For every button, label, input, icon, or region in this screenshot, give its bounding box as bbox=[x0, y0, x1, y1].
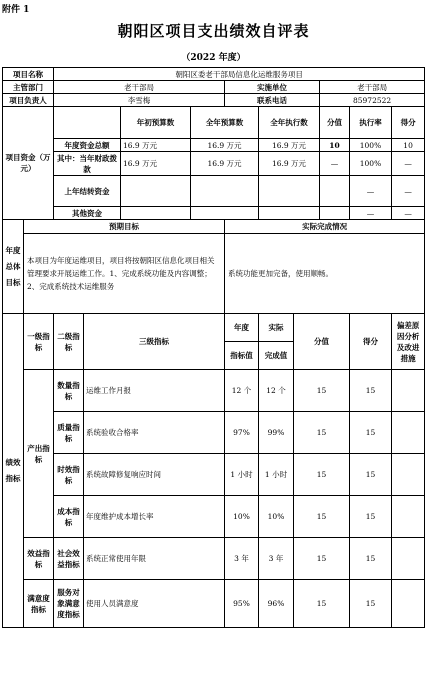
project-name-value: 朝阳区委老干部局信息化运维服务项目 bbox=[54, 68, 425, 81]
goals-expected-text: 本项目为年度运维项目，项目将按朝阳区信息化项目相关管理要求开展运维工作。1、完成系统功能及内容调整；2、完成系统技术运维服务 bbox=[24, 234, 225, 314]
funds-budget bbox=[191, 176, 259, 207]
indicator-obtained: 15 bbox=[350, 412, 392, 454]
dept-value: 老干部局 bbox=[54, 81, 225, 94]
indicator-obtained: 15 bbox=[350, 580, 392, 628]
funds-executed bbox=[259, 207, 320, 220]
indicator-level2: 服务对象满意度指标 bbox=[54, 580, 84, 628]
funds-header-rate: 执行率 bbox=[350, 107, 392, 139]
page-title: 朝阳区项目支出绩效自评表 bbox=[117, 22, 310, 40]
funds-executed bbox=[259, 176, 320, 207]
indicators-header-level1: 一级指标 bbox=[24, 314, 54, 370]
goals-expected-label: 预期目标 bbox=[24, 220, 225, 234]
funds-header-initial: 年初预算数 bbox=[121, 107, 191, 139]
indicator-score: 15 bbox=[294, 370, 350, 412]
indicator-level1: 产出指标 bbox=[24, 370, 54, 538]
funds-row bbox=[3, 176, 425, 207]
funds-executed: 16.9 万元 bbox=[259, 152, 320, 176]
self-evaluation-table bbox=[2, 67, 425, 628]
info-row-leader bbox=[3, 94, 425, 107]
funds-budget bbox=[191, 207, 259, 220]
funds-obtained: 10 bbox=[392, 139, 425, 152]
indicator-target: 10% bbox=[225, 496, 259, 538]
funds-rate: — bbox=[350, 176, 392, 207]
info-row-dept bbox=[3, 81, 425, 94]
funds-executed: 16.9 万元 bbox=[259, 139, 320, 152]
indicator-score: 15 bbox=[294, 412, 350, 454]
funds-score bbox=[320, 176, 350, 207]
funds-row-label: 其他资金 bbox=[54, 207, 121, 220]
funds-label: 项目资金（万元） bbox=[3, 107, 54, 220]
funds-header-budget: 全年预算数 bbox=[191, 107, 259, 139]
indicator-row bbox=[3, 580, 425, 628]
indicator-level3: 年度维护成本增长率 bbox=[84, 496, 225, 538]
funds-initial: 16.9 万元 bbox=[121, 139, 191, 152]
goals-header-row bbox=[3, 220, 425, 234]
indicator-obtained: 15 bbox=[350, 496, 392, 538]
funds-row-label: 上年结转资金 bbox=[54, 176, 121, 207]
indicator-score: 15 bbox=[294, 580, 350, 628]
leader-value: 李雪梅 bbox=[54, 94, 225, 107]
funds-score: — bbox=[320, 152, 350, 176]
funds-initial bbox=[121, 176, 191, 207]
indicator-completed: 1 小时 bbox=[259, 454, 294, 496]
funds-header-obtained: 得分 bbox=[392, 107, 425, 139]
funds-initial: 16.9 万元 bbox=[121, 152, 191, 176]
indicators-header-score: 分值 bbox=[294, 314, 350, 370]
indicator-obtained: 15 bbox=[350, 370, 392, 412]
indicators-header-level2: 二级指标 bbox=[54, 314, 84, 370]
funds-budget: 16.9 万元 bbox=[191, 139, 259, 152]
funds-score: 10 bbox=[320, 139, 350, 152]
indicator-reason bbox=[392, 454, 425, 496]
indicator-level2: 时效指标 bbox=[54, 454, 84, 496]
indicator-level2: 成本指标 bbox=[54, 496, 84, 538]
indicators-header-level3: 三级指标 bbox=[84, 314, 225, 370]
indicator-target: 1 小时 bbox=[225, 454, 259, 496]
indicator-reason bbox=[392, 580, 425, 628]
indicator-level3: 系统正常使用年限 bbox=[84, 538, 225, 580]
indicator-target: 97% bbox=[225, 412, 259, 454]
dept-label: 主管部门 bbox=[3, 81, 54, 94]
goals-content-row bbox=[3, 234, 425, 314]
indicator-level2: 数量指标 bbox=[54, 370, 84, 412]
phone-label: 联系电话 bbox=[225, 94, 320, 107]
indicators-label: 绩效指标 bbox=[3, 314, 24, 628]
funds-rate: — bbox=[350, 207, 392, 220]
indicator-level3: 系统验收合格率 bbox=[84, 412, 225, 454]
indicator-row bbox=[3, 538, 425, 580]
indicator-target: 95% bbox=[225, 580, 259, 628]
indicator-reason bbox=[392, 412, 425, 454]
indicator-completed: 99% bbox=[259, 412, 294, 454]
indicators-header-row bbox=[3, 314, 425, 342]
impl-unit-value: 老干部局 bbox=[320, 81, 425, 94]
indicator-level3: 使用人员满意度 bbox=[84, 580, 225, 628]
goals-actual-label: 实际完成情况 bbox=[225, 220, 425, 234]
indicator-row bbox=[3, 496, 425, 538]
leader-label: 项目负责人 bbox=[3, 94, 54, 107]
funds-budget: 16.9 万元 bbox=[191, 152, 259, 176]
impl-unit-label: 实施单位 bbox=[225, 81, 320, 94]
attachment-label: 附件 1 bbox=[2, 5, 30, 15]
indicator-obtained: 15 bbox=[350, 538, 392, 580]
indicator-row bbox=[3, 412, 425, 454]
funds-header-row bbox=[3, 107, 425, 139]
funds-row bbox=[3, 152, 425, 176]
indicator-target: 12 个 bbox=[225, 370, 259, 412]
funds-rate: 100% bbox=[350, 139, 392, 152]
indicators-header-completed: 完成值 bbox=[259, 342, 294, 370]
indicator-level2: 社会效益指标 bbox=[54, 538, 84, 580]
funds-rate: 100% bbox=[350, 152, 392, 176]
indicator-completed: 10% bbox=[259, 496, 294, 538]
indicator-reason bbox=[392, 538, 425, 580]
funds-obtained: — bbox=[392, 176, 425, 207]
phone-value: 85972522 bbox=[320, 94, 425, 107]
indicator-reason bbox=[392, 496, 425, 538]
indicators-header-actual: 实际 bbox=[259, 314, 294, 342]
indicators-header-target: 指标值 bbox=[225, 342, 259, 370]
indicator-level1: 效益指标 bbox=[24, 538, 54, 580]
funds-header-score: 分值 bbox=[320, 107, 350, 139]
project-name-label: 项目名称 bbox=[3, 68, 54, 81]
funds-row-label: 年度资金总额 bbox=[54, 139, 121, 152]
goals-actual-text: 系统功能更加完备，使用顺畅。 bbox=[225, 234, 425, 314]
goals-label: 年度总体目标 bbox=[3, 220, 24, 314]
indicator-completed: 3 年 bbox=[259, 538, 294, 580]
funds-initial bbox=[121, 207, 191, 220]
report-year: （2022 年度） bbox=[181, 53, 246, 63]
indicator-row bbox=[3, 370, 425, 412]
indicator-score: 15 bbox=[294, 538, 350, 580]
indicators-header-annual: 年度 bbox=[225, 314, 259, 342]
indicator-score: 15 bbox=[294, 496, 350, 538]
indicator-level1: 满意度指标 bbox=[24, 580, 54, 628]
indicator-score: 15 bbox=[294, 454, 350, 496]
funds-row-label: 其中：当年财政拨款 bbox=[54, 152, 121, 176]
indicator-target: 3 年 bbox=[225, 538, 259, 580]
indicator-level3: 运维工作月报 bbox=[84, 370, 225, 412]
indicator-level3: 系统故障修复响应时间 bbox=[84, 454, 225, 496]
info-row-project bbox=[3, 68, 425, 81]
indicator-level2: 质量指标 bbox=[54, 412, 84, 454]
funds-score bbox=[320, 207, 350, 220]
funds-header-executed: 全年执行数 bbox=[259, 107, 320, 139]
funds-obtained: — bbox=[392, 207, 425, 220]
indicator-obtained: 15 bbox=[350, 454, 392, 496]
funds-row bbox=[3, 207, 425, 220]
indicator-reason bbox=[392, 370, 425, 412]
indicators-header-obtained: 得分 bbox=[350, 314, 392, 370]
indicator-completed: 96% bbox=[259, 580, 294, 628]
funds-row bbox=[3, 139, 425, 152]
indicator-row bbox=[3, 454, 425, 496]
funds-obtained: — bbox=[392, 152, 425, 176]
indicators-header-reason: 偏差原因分析及改进措施 bbox=[392, 314, 425, 370]
indicator-completed: 12 个 bbox=[259, 370, 294, 412]
